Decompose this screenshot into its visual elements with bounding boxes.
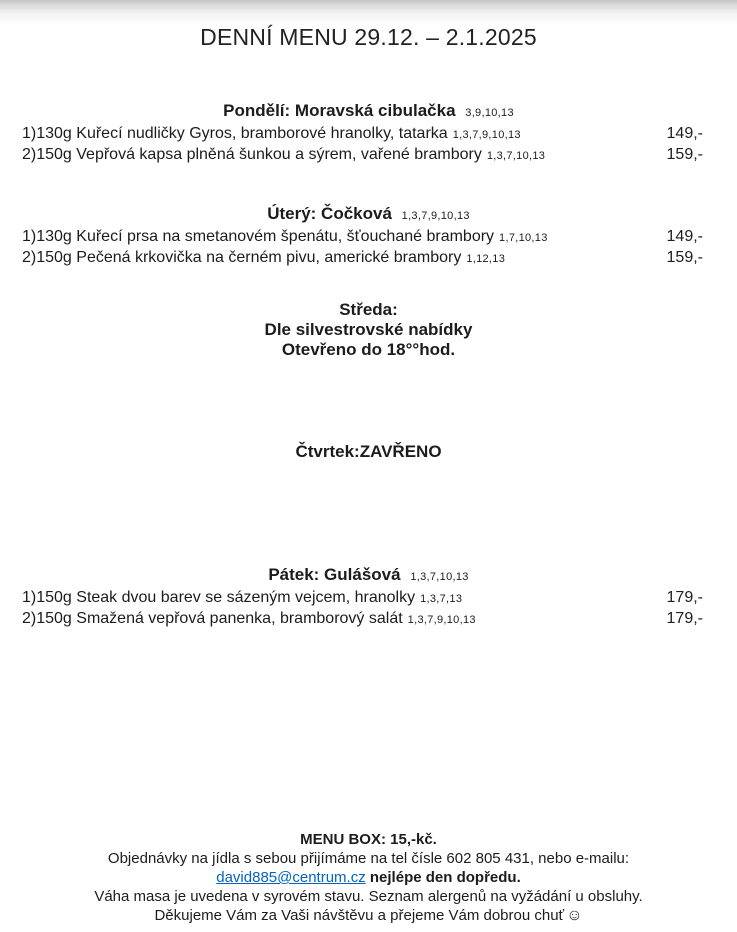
day-header-text: Úterý: Čočková (267, 204, 392, 223)
day-header-monday (0, 100, 737, 124)
allergen-codes: 1,3,7,9,10,13 (407, 614, 476, 626)
footer (0, 830, 737, 925)
menu-item-row (22, 124, 703, 145)
menu-items-friday (0, 588, 737, 630)
day-header-text: Pondělí: Moravská cibulačka (223, 101, 456, 120)
email-line (0, 868, 737, 887)
section-thursday (0, 442, 737, 462)
allergen-codes: 1,3,7,13 (420, 593, 463, 605)
smiley-icon: ☺ (566, 907, 583, 924)
item-price: 149,- (666, 228, 703, 245)
email-note: nejlépe den dopředu. (365, 869, 521, 886)
wednesday-note-line: Dle silvestrovské nabídky (264, 320, 473, 339)
email-link[interactable]: david885@centrum.cz (216, 869, 366, 886)
item-price: 159,- (666, 146, 703, 163)
page-title: DENNÍ MENU 29.12. – 2.1.2025 (200, 24, 537, 50)
allergen-codes: 1,7,10,13 (499, 232, 548, 244)
item-price: 179,- (666, 610, 703, 627)
allergen-codes: 1,12,13 (466, 253, 506, 265)
wednesday-hours-line: Otevřeno do 18°°hod. (281, 340, 456, 359)
menu-item-row (22, 227, 703, 248)
day-header-friday (0, 564, 737, 588)
day-header-tuesday (0, 203, 737, 227)
menu-box-line: MENU BOX: 15,-kč. (300, 831, 437, 848)
menu-item-text: 2)150g Vepřová kapsa plněná šunkou a sýrem, vařené brambory (22, 146, 482, 163)
orders-line: Objednávky na jídla s sebou přijímáme na tel čísle 602 805 431, nebo e-mailu: (107, 850, 630, 867)
day-header-text: Pátek: Gulášová (268, 565, 401, 584)
section-friday (0, 564, 737, 630)
menu-item-text: 1)130g Kuřecí prsa na smetanovém špenátu, šťouchané brambory (22, 228, 495, 245)
weight-info-line: Váha masa je uvedena v syrovém stavu. Seznam alergenů na vyžádání u obsluhy. (94, 888, 643, 905)
section-wednesday (0, 300, 737, 360)
item-price: 159,- (666, 249, 703, 266)
thursday-closed-line: Čtvrtek:ZAVŘENO (295, 442, 442, 461)
menu-item-row (22, 609, 703, 630)
thanks-text: Děkujeme Vám za Vaši návštěvu a přejeme Vám dobrou chuť (154, 907, 565, 924)
section-tuesday (0, 203, 737, 269)
menu-item-row (22, 145, 703, 166)
item-price: 149,- (666, 125, 703, 142)
allergen-codes: 3,9,10,13 (465, 107, 514, 119)
day-header-wednesday: Středa: (339, 300, 398, 319)
item-price: 179,- (666, 589, 703, 606)
section-monday (0, 100, 737, 166)
menu-item-text: 1)130g Kuřecí nudličky Gyros, bramborové hranolky, tatarka (22, 125, 448, 142)
allergen-codes: 1,3,7,9,10,13 (401, 210, 470, 222)
menu-items-monday (0, 124, 737, 166)
menu-item-text: 1)150g Steak dvou barev se sázeným vejcem, hranolky (22, 589, 416, 606)
allergen-codes: 1,3,7,9,10,13 (452, 129, 521, 141)
menu-item-row (22, 588, 703, 609)
thanks-line (0, 906, 737, 925)
menu-item-row (22, 248, 703, 269)
menu-item-text: 2)150g Pečená krkovička na černém pivu, americké brambory (22, 249, 462, 266)
menu-items-tuesday (0, 227, 737, 269)
menu-item-text: 2)150g Smažená vepřová panenka, bramborový salát (22, 610, 403, 627)
allergen-codes: 1,3,7,10,13 (486, 150, 546, 162)
allergen-codes: 1,3,7,10,13 (410, 571, 469, 583)
